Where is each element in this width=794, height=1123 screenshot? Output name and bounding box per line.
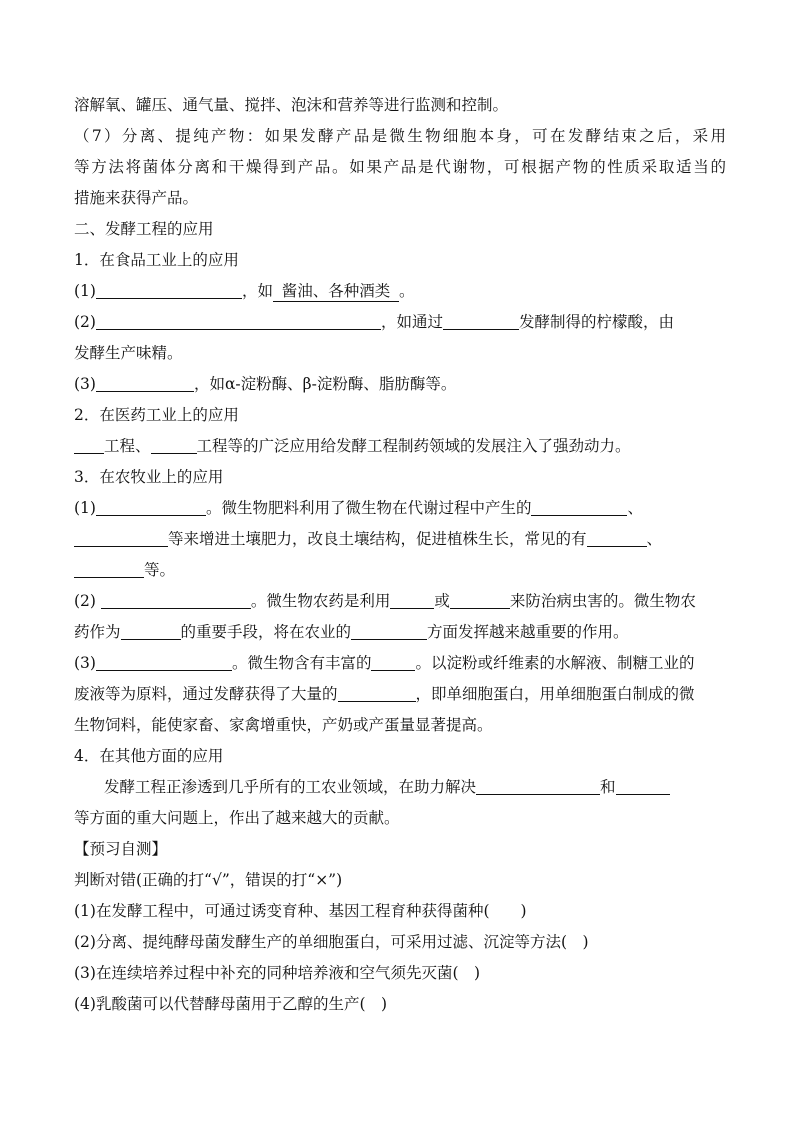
agri-item-3: (3) 。微生物含有丰富的 。以淀粉或纤维素的水解液、制糖工业的	[74, 654, 695, 672]
agri-item-3-line-2: 废液等为原料，通过发酵获得了大量的 ，即单细胞蛋白，用单细胞蛋白制成的微	[74, 685, 695, 703]
blank-field[interactable]	[450, 590, 510, 609]
blank-field[interactable]	[96, 497, 206, 516]
item-7-line-2: 等方法将菌体分离和干燥得到产品。如果产品是代谢物，可根据产物的性质采取适当的	[74, 158, 726, 176]
section-2-heading: 二、发酵工程的应用	[74, 220, 214, 238]
blank-field[interactable]	[587, 528, 647, 547]
food-item-2-line-2: 发酵生产味精。	[74, 344, 183, 362]
medicine-line: 工程、 工程等的广泛应用给发酵工程制药领域的发展注入了强劲动力。	[74, 431, 726, 462]
subsection-1-heading: 1．在食品工业上的应用	[74, 251, 239, 269]
blank-field[interactable]	[390, 590, 434, 609]
blank-field[interactable]	[476, 776, 600, 795]
filled-answer: 酱油、各种酒类	[273, 281, 399, 302]
other-line-1: 发酵工程正渗透到几乎所有的工农业领域，在助力解决 和	[74, 772, 726, 803]
blank-field[interactable]	[74, 559, 144, 578]
question-4: (4)乳酸菌可以代替酵母菌用于乙醇的生产( )	[74, 995, 388, 1013]
self-test-instructions: 判断对错(正确的打“√”，错误的打“×”)	[74, 871, 343, 889]
subsection-4-heading: 4．在其他方面的应用	[74, 747, 224, 765]
blank-field[interactable]	[371, 652, 415, 671]
agri-item-1: (1) 。微生物肥料利用了微生物在代谢过程中产生的 、	[74, 499, 643, 517]
item-7-line-1: （7）分离、提纯产物：如果发酵产品是微生物细胞本身，可在发酵结束之后，采用	[74, 127, 726, 145]
food-item-1: (1) ，如 酱油、各种酒类 。	[74, 282, 415, 300]
blank-field[interactable]	[96, 373, 194, 392]
agri-item-3-line-3: 生物饲料，能使家畜、家禽增重快，产奶或产蛋量显著提高。	[74, 716, 493, 734]
food-item-2: (2) ，如通过 发酵制得的柠檬酸，由	[74, 313, 674, 331]
question-3: (3)在连续培养过程中补充的同种培养液和空气须先灭菌( )	[74, 964, 481, 982]
question-2: (2)分离、提纯酵母菌发酵生产的单细胞蛋白，可采用过滤、沉淀等方法( )	[74, 933, 589, 951]
subsection-3-heading: 3．在农牧业上的应用	[74, 468, 224, 486]
agri-item-1-line-2: 等来增进土壤肥力，改良土壤结构，促进植株生长，常见的有 、	[74, 524, 726, 555]
blank-field[interactable]	[74, 435, 104, 454]
blank-field[interactable]	[616, 776, 670, 795]
blank-field[interactable]	[338, 683, 416, 702]
document-page	[74, 90, 726, 1020]
blank-field[interactable]	[96, 311, 381, 330]
agri-item-2: (2) 。微生物农药是利用 或 来防治病虫害的。微生物农	[74, 592, 696, 610]
blank-field[interactable]	[121, 621, 181, 640]
food-item-3: (3) ，如α-淀粉酶、β-淀粉酶、脂肪酶等。	[74, 375, 457, 393]
blank-field[interactable]	[74, 528, 168, 547]
agri-item-1-line-3: 等。	[74, 555, 726, 586]
blank-field[interactable]	[96, 652, 232, 671]
self-test-heading: 【预习自测】	[74, 840, 168, 858]
blank-field[interactable]	[96, 280, 242, 299]
other-line-2: 等方面的重大问题上，作出了越来越大的贡献。	[74, 809, 400, 827]
blank-field[interactable]	[443, 311, 519, 330]
blank-field[interactable]	[351, 621, 427, 640]
agri-item-2-line-2: 药作为 的重要手段，将在农业的 方面发挥越来越重要的作用。	[74, 623, 629, 641]
blank-field[interactable]	[531, 497, 627, 516]
subsection-2-heading: 2．在医药工业上的应用	[74, 406, 239, 424]
question-1: (1)在发酵工程中，可通过诱变育种、基因工程育种获得菌种( )	[74, 902, 527, 920]
item-7-line-3: 措施来获得产品。	[74, 189, 199, 207]
blank-field[interactable]	[101, 590, 251, 609]
paragraph-continuation: 溶解氧、罐压、通气量、搅拌、泡沫和营养等进行监测和控制。	[74, 96, 509, 114]
blank-field[interactable]	[151, 435, 197, 454]
